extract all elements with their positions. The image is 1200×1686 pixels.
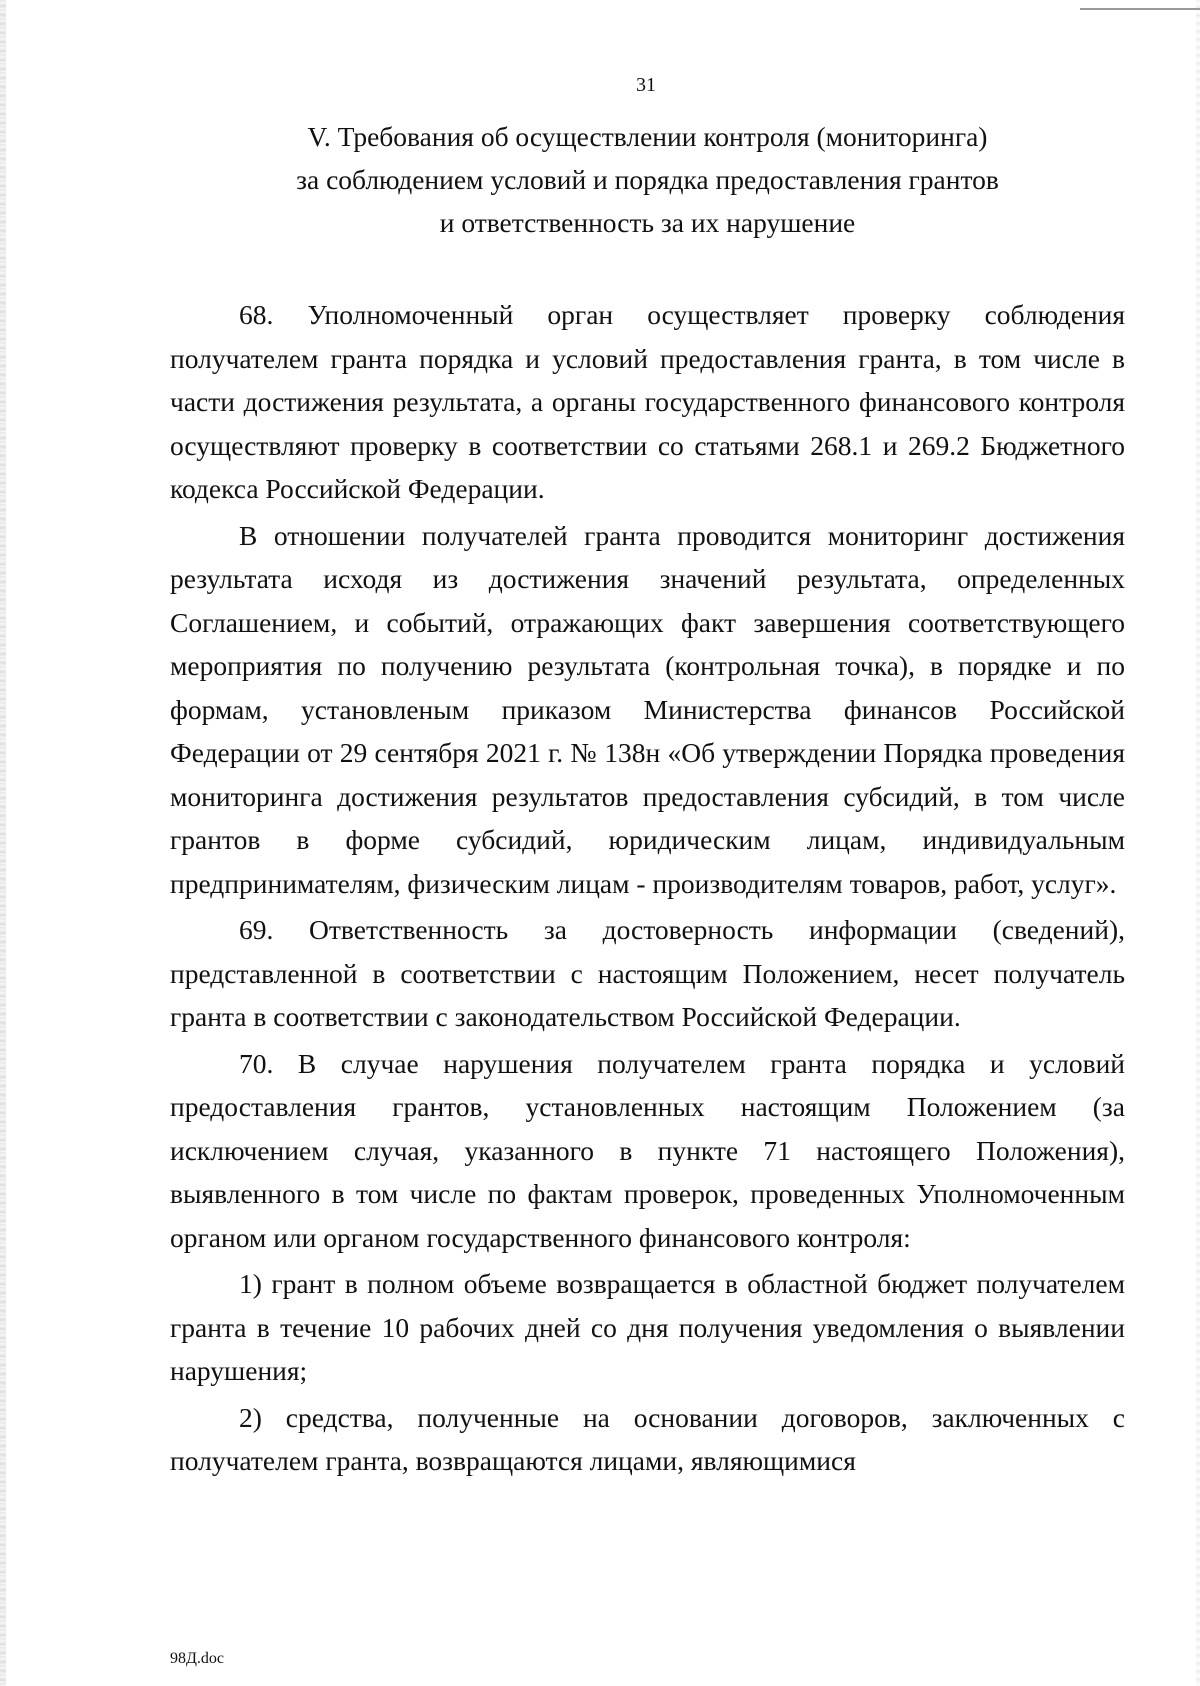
scan-left-edge [0, 0, 6, 1686]
paragraph-70-item-1: 1) грант в полном объеме возвращается в областной бюджет получателем гранта в течение 10 рабочих дней со дня получения уведомления о выявлении нарушения; [170, 1268, 1125, 1386]
paragraph-68: 68. Уполномоченный орган осуществляет проверку соблюдения получателем гранта порядка и условий предоставления гранта, в том числе в части достижения результата, а органы государственного финансового контроля осуществляют проверку в соответствии со статьями 268.1 и 269.2 Бюджетного кодекса Российской Федерации. [170, 299, 1125, 504]
paragraph-monitoring: В отношении получателей гранта проводится мониторинг достижения результата исходя из достижения значений результата, определенных Соглашением, и событий, отражающих факт завершения соответствующего мероприятия по получению результата (контрольная точка), в порядке и по формам, установленым приказом Министерства финансов Российской Федерации от 29 сентября 2021 г. № 138н «Об утверждении Порядка проведения мониторинга достижения результатов предоставления субсидий, в том числе грантов в форме субсидий, юридическим лицам, индивидуальным предпринимателям, физическим лицам - производителям товаров, работ, услуг». [170, 519, 1125, 899]
document-body [170, 293, 1125, 1486]
paragraph-70: 70. В случае нарушения получателем гранта порядка и условий предоставления грантов, установленных настоящим Положением (за исключением случая, указанного в пункте 71 настоящего Положения), выявленного в том числе по фактам проверок, проведенных Уполномоченным органом или органом государственного финансового контроля: [170, 1047, 1125, 1253]
scan-right-edge [1196, 0, 1200, 1686]
section-title-line-3: и ответственность за их нарушение [439, 207, 856, 238]
section-title-line-1: V. Требования об осуществлении контроля (мониторинга) [307, 121, 988, 152]
paragraph-69: 69. Ответственность за достоверность информации (сведений), представленной в соответствии с настоящим Положением, несет получатель гранта в соответствии с законодательством Российской Федерации. [170, 914, 1125, 1032]
footer-document-name: 98Д.doc [170, 1650, 225, 1667]
scan-top-mark [1080, 8, 1200, 10]
section-title-line-2: за соблюдением условий и порядка предоставления грантов [296, 164, 999, 195]
page-number: 31 [636, 74, 656, 96]
section-title [170, 115, 1125, 244]
paragraph-70-item-2: 2) средства, полученные на основании договоров, заключенных с получателем гранта, возвращаются лицами, являющимися [170, 1401, 1125, 1476]
